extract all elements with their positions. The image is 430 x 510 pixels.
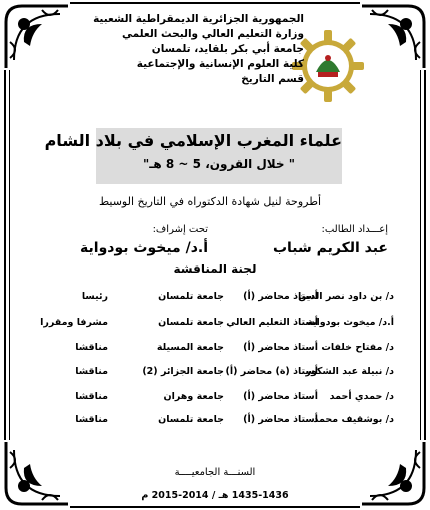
member-role: مناقشا (75, 366, 108, 377)
frame-top-line (70, 2, 360, 4)
supervisor-name: أ.د/ ميخوث بودواية (80, 240, 208, 256)
member-rank: أستاذ محاضر (أ) (243, 414, 318, 425)
committee-row (0, 317, 430, 335)
member-rank: أستاذ محاضر (أ) (243, 291, 318, 302)
faculty-name: كلية العلوم الإنسانية والإجتماعية (136, 58, 304, 70)
frame-left-line (4, 70, 6, 440)
university-name: جامعة أبي بكر بلقايد، تلمسان (151, 43, 304, 55)
frame-right-inner-line (420, 70, 421, 440)
member-role: مناقشا (75, 342, 108, 353)
frame-left-inner-line (9, 70, 10, 440)
member-rank: أستاذ محاضر (أ) (243, 342, 318, 353)
member-institution: جامعة تلمسان (158, 291, 224, 302)
committee-title: لجنة المناقشة (173, 262, 257, 276)
member-institution: جامعة وهران (163, 391, 224, 402)
student-name: عبد الكريم شباب (272, 240, 388, 256)
ministry-name: وزارة التعليم العالي والبحث العلمي (121, 28, 304, 40)
committee-row (0, 414, 430, 432)
corner-ornament-top-right (358, 2, 428, 72)
thesis-subtitle: " خلال القرون، 5 ~ 8 هـ" (143, 157, 295, 171)
member-name: د/ حمدي أحمد (329, 391, 394, 402)
member-rank: أستاذ محاضر (أ) (243, 391, 318, 402)
frame-bottom-line (70, 506, 360, 508)
committee-row (0, 391, 430, 409)
member-institution: جامعة المسيلة (156, 342, 224, 353)
member-rank: أستاذ التعليم العالي (226, 317, 318, 328)
committee-row (0, 342, 430, 360)
member-name: أ.د/ ميخوث بودواية (307, 317, 394, 328)
member-name: د/ مفتاح خلفات (321, 342, 394, 353)
academic-year-value: 1435-1436 هـ / 2014-2015 م (141, 490, 289, 501)
institution-header (93, 12, 304, 87)
student-label: إعـــداد الطالب: (321, 224, 388, 235)
corner-ornament-bottom-left (2, 438, 72, 508)
member-institution: جامعة تلمسان (158, 414, 224, 425)
frame-right-line (424, 70, 426, 440)
committee-row (0, 366, 430, 384)
thesis-title: علماء المغرب الإسلامي في بلاد الشام (44, 131, 342, 150)
corner-ornament-bottom-right (358, 438, 428, 508)
supervisor-label: تحت إشراف: (152, 224, 208, 235)
department-name: قسم التاريخ (241, 73, 304, 85)
committee-row (0, 291, 430, 309)
member-name: د/ بوشقيف محمد (313, 414, 394, 425)
member-name: د/ بن داود نصر الدين (298, 291, 394, 302)
member-name: د/ نبيلة عبد الشكور (305, 366, 394, 377)
member-institution: جامعة الجزائر (2) (142, 366, 224, 377)
member-role: مناقشا (75, 391, 108, 402)
member-institution: جامعة تلمسان (158, 317, 224, 328)
member-rank: أستاذ (ة) محاضر (أ) (225, 366, 318, 377)
thesis-purpose: أطروحة لنيل شهادة الدكتوراه في التاريخ الوسيط (98, 195, 322, 208)
corner-ornament-top-left (2, 2, 72, 72)
member-role: مشرفا ومقررا (40, 317, 108, 328)
member-role: رئيسا (81, 291, 108, 302)
republic-name: الجمهورية الجزائرية الديمقراطية الشعبية (93, 13, 304, 25)
member-role: مناقشا (75, 414, 108, 425)
academic-year-label: السنـــة الجامعيــــة (174, 467, 256, 478)
